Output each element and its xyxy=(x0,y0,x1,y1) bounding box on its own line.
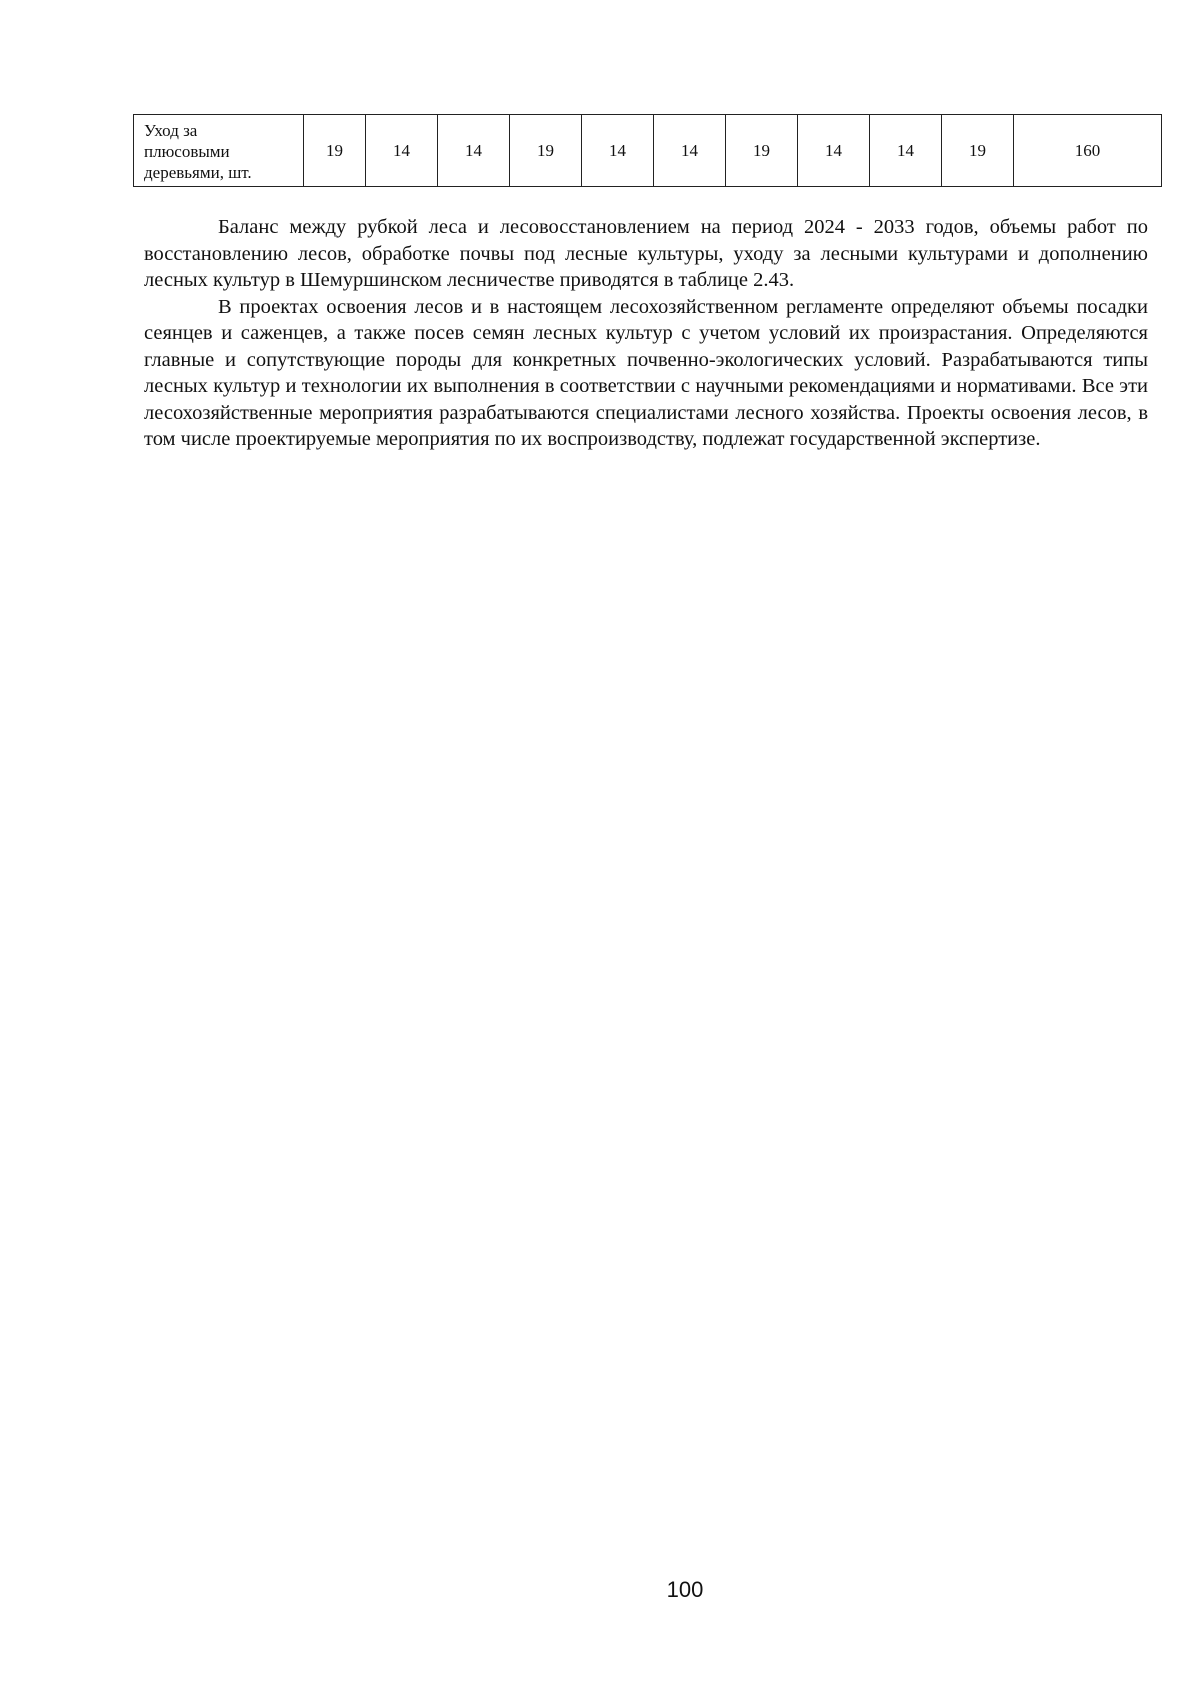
row-label-cell xyxy=(134,115,304,187)
forest-works-table xyxy=(133,114,1162,187)
table-cell: 19 xyxy=(942,115,1014,187)
table-cell: 14 xyxy=(798,115,870,187)
paragraph: В проектах освоения лесов и в настоящем лесохозяйственном регламенте определяют объемы посадки сеянцев и саженцев, а также посев семян лесных культур с учетом условий их произрастания. Определяются главные и сопутствующие породы для конкретных почвенно-экологических условий. Разрабатываются типы лесных культур и технологии их выполнения в соответствии с научными рекомендациями и нормативами. Все эти лесохозяйственные мероприятия разрабатываются специалистами лесного хозяйства. Проекты освоения лесов, в том числе проектируемые мероприятия по их воспроизводству, подлежат государственной экспертизе. xyxy=(144,295,1148,450)
row-label-line: Уход за xyxy=(144,120,198,140)
table-cell: 19 xyxy=(510,115,582,187)
row-label-line: деревьями, шт. xyxy=(144,162,252,182)
body-text xyxy=(144,214,1148,453)
table-cell: 19 xyxy=(726,115,798,187)
table-cell: 19 xyxy=(304,115,366,187)
row-label-line: плюсовыми xyxy=(144,141,230,161)
paragraph: Баланс между рубкой леса и лесовосстановлением на период 2024 - 2033 годов, объемы работ по восстановлению лесов, обработке почвы под лесные культуры, уходу за лесными культурами и дополнению лесных культур в Шемуршинском лесничестве приводятся в таблице 2.43. xyxy=(144,216,1148,291)
table-cell: 14 xyxy=(870,115,942,187)
table-cell: 14 xyxy=(438,115,510,187)
table-cell: 14 xyxy=(654,115,726,187)
table-total-cell: 160 xyxy=(1014,115,1162,187)
page-number: 100 xyxy=(666,1577,704,1602)
table-cell: 14 xyxy=(366,115,438,187)
table-cell: 14 xyxy=(582,115,654,187)
table-row xyxy=(134,115,1162,187)
